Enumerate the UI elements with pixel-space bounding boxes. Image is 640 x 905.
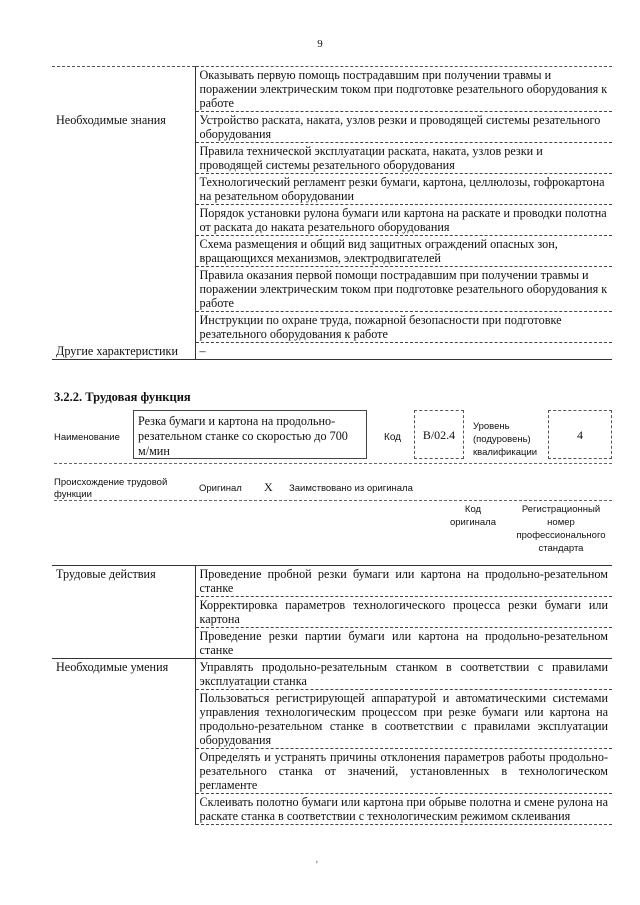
page-number: 9: [317, 38, 323, 50]
row-value: Управлять продольно-резательным станком в соответствии с правилами эксплуатации станка: [195, 659, 612, 690]
row-label: [52, 236, 195, 267]
code-original-line: Код: [464, 504, 482, 515]
code-original-line: оригинала: [449, 517, 496, 528]
level-label: [473, 420, 537, 459]
row-value: Оказывать первую помощь пострадавшим при получении травмы и поражении электрическим током при подготовке резательного оборудования к работе: [195, 67, 612, 112]
row-label: Трудовые действия: [52, 566, 195, 597]
row-label: [52, 205, 195, 236]
row-label: Необходимые знания: [52, 112, 195, 143]
row-value: Проведение пробной резки бумаги или картона на продольно-резательном станке: [195, 566, 612, 597]
level-label-line: Уровень: [473, 421, 510, 432]
row-value: Пользоваться регистрирующей аппаратурой и автоматическими системами управления технологическим процессом при резке бумаги или картона на продольно-резательном станке в соответствии с правилами эксплуатации оборудования: [195, 690, 612, 749]
row-value: Правила технической эксплуатации раската, наката, узлов резки и проводящей системы резательного оборудования: [195, 143, 612, 174]
row-label: [52, 67, 195, 112]
footer-mark: ': [316, 860, 318, 871]
table-row: [52, 174, 612, 205]
original-label: Оригинал: [199, 483, 242, 494]
section-title: 3.2.2. Трудовая функция: [54, 390, 191, 404]
table-row: [52, 566, 612, 597]
origin-label-line: функции: [54, 489, 92, 500]
table-row: [52, 112, 612, 143]
row-value: Склеивать полотно бумаги или картона при обрыве полотна и смене рулона на раскате станка в соответствии с технологическим режимом склеивания: [195, 794, 612, 825]
table-row: [52, 267, 612, 312]
row-value: Проведение резки партии бумаги или картона на продольно-резательном станке: [195, 628, 612, 659]
row-label: Другие характеристики: [52, 343, 195, 360]
row-label: [52, 597, 195, 628]
row-value: Схема размещения и общий вид защитных ограждений опасных зон, вращающихся механизмов, электродвигателей: [195, 236, 612, 267]
row-label: Необходимые умения: [52, 659, 195, 690]
table-row: [52, 67, 612, 112]
code-label: Код: [384, 432, 402, 443]
reg-number-line: профессионального: [516, 530, 606, 541]
function-name-box: Резка бумаги и картона на продольно-резательном станке со скоростью до 700 м/мин: [133, 410, 367, 459]
table-row: [52, 628, 612, 659]
row-label: [52, 143, 195, 174]
level-value: 4: [548, 410, 612, 459]
row-value: Правила оказания первой помощи пострадавшим при получении травмы и поражении электрическим током при подготовке резательного оборудования к работе: [195, 267, 612, 312]
table-row: [52, 236, 612, 267]
table-row: [52, 794, 612, 825]
row-value: –: [195, 343, 612, 360]
code-value: B/02.4: [414, 410, 464, 459]
level-label-line: квалификации: [473, 447, 538, 458]
requirements-table-top: [52, 66, 612, 360]
row-label: [52, 312, 195, 343]
table-row: [52, 749, 612, 794]
table-row: [52, 659, 612, 690]
row-label: [52, 749, 195, 794]
row-value: Технологический регламент резки бумаги, картона, целлюлозы, гофрокартона на резательном оборудовании: [195, 174, 612, 205]
borrowed-label: Заимствовано из оригинала: [289, 483, 413, 494]
divider: [54, 463, 612, 464]
table-row: [52, 690, 612, 749]
row-label: [52, 267, 195, 312]
level-label-line: (подуровень): [473, 434, 531, 445]
origin-label-line: Происхождение трудовой: [54, 477, 168, 488]
table-row: [52, 312, 612, 343]
row-label: [52, 794, 195, 825]
row-value: Корректировка параметров технологического процесса резки бумаги или картона: [195, 597, 612, 628]
row-label: [52, 174, 195, 205]
reg-number-line: стандарта: [538, 543, 584, 554]
table-row: [52, 597, 612, 628]
registration-number-label: [510, 503, 612, 555]
reg-number-line: Регистрационный: [521, 504, 601, 515]
row-value: Устройство раската, наката, узлов резки и проводящей системы резательного оборудования: [195, 112, 612, 143]
original-mark: X: [264, 480, 273, 494]
requirements-table-bottom: [52, 565, 612, 825]
origin-label: [54, 477, 184, 501]
divider: [54, 500, 612, 501]
row-label: [52, 628, 195, 659]
table-row: [52, 343, 612, 360]
row-value: Порядок установки рулона бумаги или картона на раскате и проводки полотна от раската до наката резательного оборудования: [195, 205, 612, 236]
row-value: Инструкции по охране труда, пожарной безопасности при подготовке резательного оборудования к работе: [195, 312, 612, 343]
table-row: [52, 205, 612, 236]
code-original-label: [438, 503, 508, 529]
row-value: Определять и устранять причины отклонения параметров работы продольно-резательного станка от значений, установленных в технологическом регламенте: [195, 749, 612, 794]
row-label: [52, 690, 195, 749]
reg-number-line: номер: [547, 517, 575, 528]
table-row: [52, 143, 612, 174]
name-label: Наименование: [54, 432, 120, 443]
